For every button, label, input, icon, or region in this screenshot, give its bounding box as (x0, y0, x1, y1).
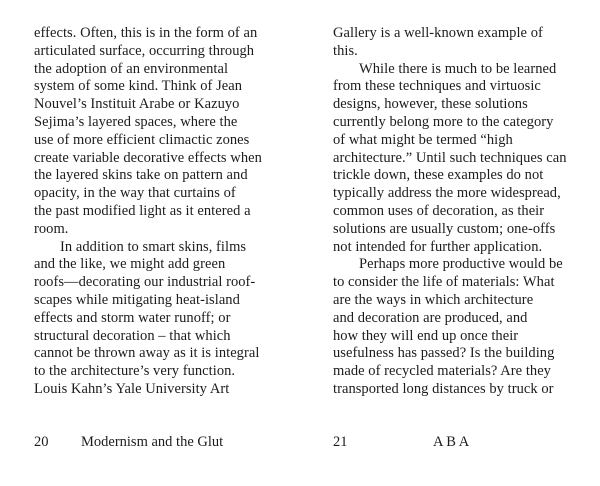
text-line: opacity, in the way that curtains of (34, 185, 236, 202)
text-line: typically address the more widespread, (333, 185, 561, 202)
text-line: are the ways in which architecture (333, 291, 534, 308)
text-line: transported long distances by truck or (333, 380, 554, 397)
text-line: trickle down, these examples do not (333, 167, 544, 184)
text-line: While there is much to be learned (359, 60, 557, 77)
page-number: 21 (333, 434, 348, 450)
text-line: designs, however, these solutions (333, 96, 528, 113)
text-line: structural decoration – that which (34, 327, 231, 344)
text-line: from these techniques and virtuosic (333, 78, 541, 95)
text-line: articulated surface, occurring through (34, 42, 255, 59)
page-right-footer (333, 434, 597, 452)
text-line: roofs—decorating our industrial roof- (34, 274, 256, 291)
text-line: this. (333, 42, 358, 59)
text-line: Louis Kahn’s Yale University Art (34, 380, 230, 397)
text-line: use of more efficient climactic zones (34, 131, 250, 148)
text-line: Perhaps more productive would be (359, 256, 563, 273)
text-line: architecture.” Until such techniques can (333, 149, 567, 166)
text-line: common uses of decoration, as their (333, 202, 545, 219)
running-title: Modernism and the Glut (81, 434, 224, 450)
page-left (34, 0, 302, 486)
text-line: cannot be thrown away as it is integral (34, 345, 260, 362)
text-line: Nouvel’s Instituit Arabe or Kazuyo (34, 96, 240, 113)
text-line: usefulness has passed? Is the building (333, 345, 555, 362)
text-line: effects and storm water runoff; or (34, 309, 231, 326)
text-line: and decoration are produced, and (333, 309, 528, 326)
page-left-footer (34, 434, 302, 452)
text-line: room. (34, 220, 69, 237)
text-line: to the architecture’s very function. (34, 363, 236, 380)
page-left-text-column (34, 25, 302, 399)
text-line: the past modified light as it entered a (34, 202, 251, 219)
text-line: the adoption of an environmental (34, 60, 229, 77)
text-line: made of recycled materials? Are they (333, 363, 551, 380)
running-title: A B A (433, 434, 470, 450)
text-line: solutions are usually custom; one-offs (333, 220, 556, 237)
text-line: how they will end up once their (333, 327, 519, 344)
text-line: the layered skins take on pattern and (34, 167, 248, 184)
text-line: to consider the life of materials: What (333, 274, 555, 291)
text-line: Gallery is a well-known example of (333, 25, 543, 41)
text-line: Sejima’s layered spaces, where the (34, 113, 238, 130)
text-line: scapes while mitigating heat-island (34, 291, 240, 308)
text-line: of what might be termed “high (333, 131, 513, 148)
text-line: currently belong more to the category (333, 113, 554, 130)
page-number: 20 (34, 434, 49, 450)
text-line: not intended for further application. (333, 238, 543, 255)
text-line: system of some kind. Think of Jean (34, 78, 243, 95)
text-line: In addition to smart skins, films (60, 238, 247, 255)
text-line: create variable decorative effects when (34, 149, 262, 166)
text-line: effects. Often, this is in the form of an (34, 25, 258, 41)
text-line: and the like, we might add green (34, 256, 226, 273)
page-right-text-column (333, 25, 597, 399)
page-right (333, 0, 597, 486)
